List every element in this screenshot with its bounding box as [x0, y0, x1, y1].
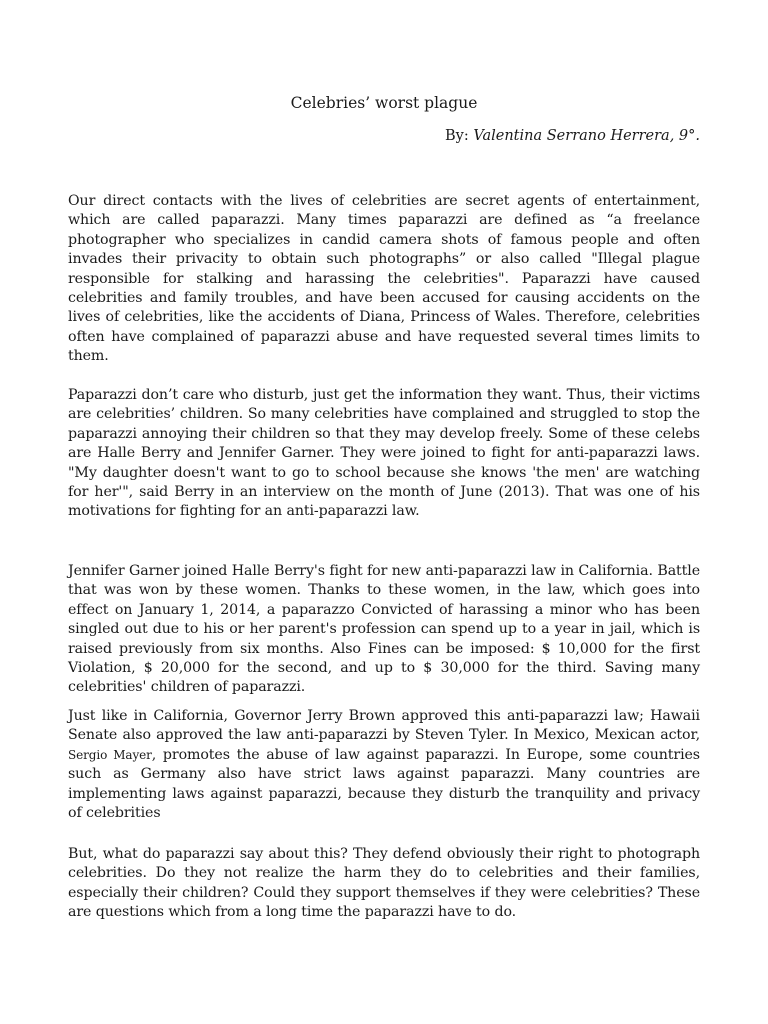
- paragraph-children: Paparazzi don’t care who disturb, just get the information they want. Thus, their victims are celebrities’ children. So many celebrities have complained and struggled to stop the paparazzi annoying their children so that they may develop freely. Some of these celebs are Halle Berry and Jennifer Garner. They were joined to fight for anti-paparazzi laws. "My daughter doesn't want to go to school because she knows 'the men' are watching for her'", said Berry in an interview on the month of June (2013). That was one of his motivations for fighting for an anti-paparazzi law.: [68, 387, 700, 520]
- document-title: Celebries’ worst plague: [290, 94, 478, 112]
- paragraph-other-countries: [68, 707, 700, 823]
- paragraph-intro: Our direct contacts with the lives of celebrities are secret agents of entertainment, which are called paparazzi. Many times paparazzi are defined as “a freelance photographer who specializes in candid camera shots of famous people and often invades their privacity to obtain such photographs” or also called "Illegal plague responsible for stalking and harassing the celebrities". Paparazzi have caused celebrities and family troubles, and have been accused for causing accidents on the lives of celebrities, like the accidents of Diana, Princess of Wales. Therefore, celebrities often have complained of paparazzi abuse and have requested several times limits to them.: [68, 193, 700, 365]
- byline-author: Valentina Serrano Herrera, 9°.: [473, 128, 700, 144]
- paragraph-other-countries-part1: Just like in California, Governor Jerry Brown approved this anti-paparazzi law; Hawaii Senate also approved the law anti-paparazzi by Steven Tyler. In Mexico, Mexican actor,: [68, 708, 700, 744]
- byline: [445, 128, 700, 144]
- paragraph-conclusion: But, what do paparazzi say about this? They defend obviously their right to photograph celebrities. Do they not realize the harm they do to celebrities and their families, especially their children? Could they support themselves if they were celebrities? These are questions which from a long time the paparazzi have to do.: [68, 846, 700, 921]
- byline-prefix: By:: [445, 128, 474, 144]
- paragraph-other-countries-part2: , promotes the abuse of law against paparazzi. In Europe, some countries such as Germany also have strict laws against paparazzi. Many countries are implementing laws against paparazzi, because they disturb the tranquility and privacy of celebrities: [68, 746, 700, 822]
- paragraph-other-countries-name: Sergio Mayer: [68, 747, 152, 762]
- paragraph-law: Jennifer Garner joined Halle Berry's fight for new anti-paparazzi law in California. Battle that was won by these women. Thanks to these women, in the law, which goes into effect on January 1, 2014, a paparazzo Convicted of harassing a minor who has been singled out due to his or her parent's profession can spend up to a year in jail, which is raised previously from six months. Also Fines can be imposed: $ 10,000 for the first Violation, $ 20,000 for the second, and up to $ 30,000 for the third. Saving many celebrities' children of paparazzi.: [68, 563, 700, 696]
